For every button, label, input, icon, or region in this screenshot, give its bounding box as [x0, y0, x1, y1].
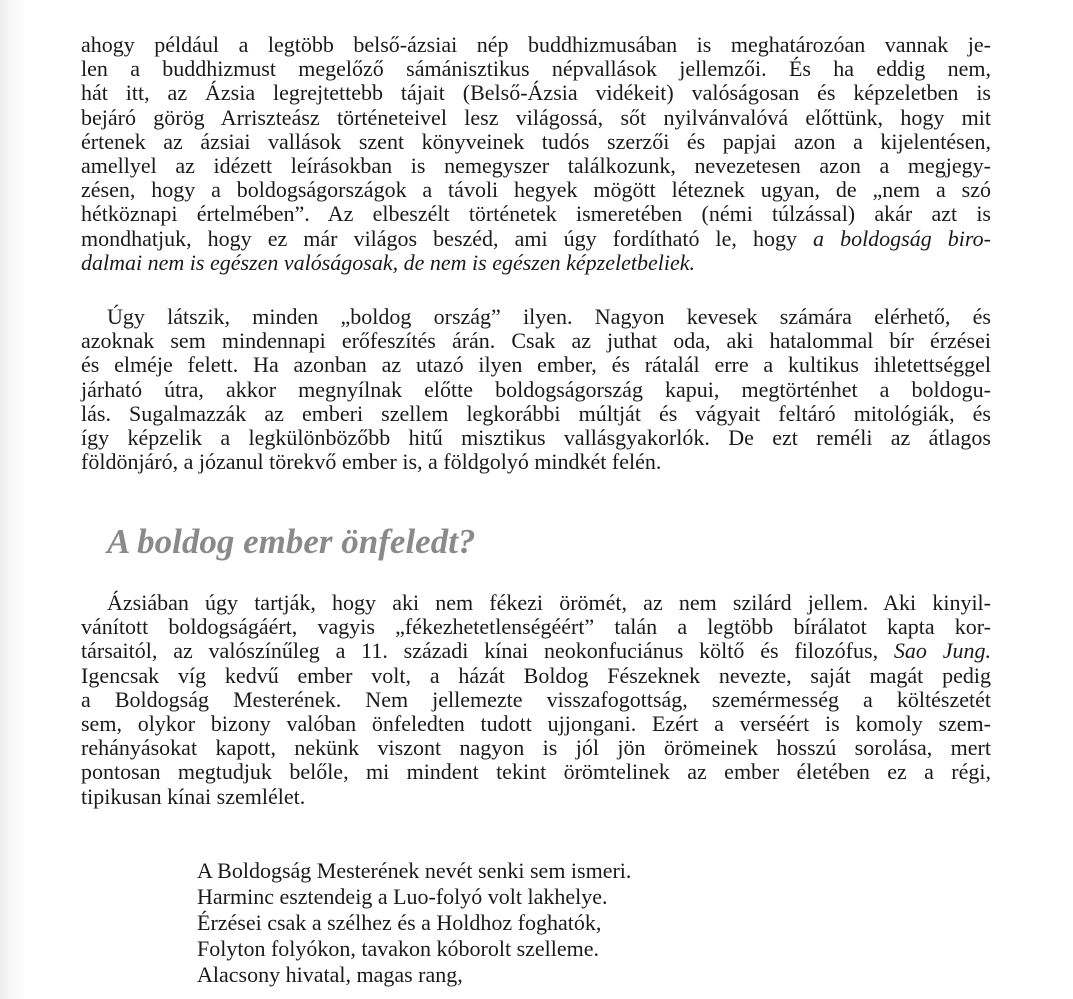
text-line: zésen, hogy a boldogságországok a távoli hegyek mögött léteznek ugyan, de „nem a szó: [81, 177, 991, 203]
poem-line: Harminc esztendeig a Luo-folyó volt lakhelye.: [197, 884, 608, 909]
text-line: lás. Sugalmazzák az emberi szellem legkorábbi múltját és vágyait feltáró mitológiák, és: [81, 400, 991, 426]
text-line: és elméje felett. Ha azonban az utazó ilyen ember, és rátalál erre a kultikus ihletettséggel: [81, 352, 991, 378]
text-line: [81, 639, 991, 663]
paragraph-3: [81, 591, 991, 809]
text-line: len a buddhizmust megelőző sámánisztikus népvallások jellemzői. És ha eddig nem,: [81, 56, 991, 82]
text-line: így képzelik a legkülönbözőbb hitű misztikus vallásgyakorlók. De ezt reméli az átlagos: [81, 425, 991, 451]
text-line: Igencsak víg kedvű ember volt, a házát Boldog Fészeknek nevezte, saját magát pedig: [81, 662, 991, 688]
italic-phrase: a boldogság biro-: [813, 225, 991, 251]
text-line: hát itt, az Ázsia legrejtettebb tájait (Belső-Ázsia vidékeit) valóságosan és képzeletben is: [81, 80, 991, 106]
paragraph-1: [81, 33, 991, 275]
text-line: földönjáró, a józanul törekvő ember is, a földgolyó mindkét felén.: [81, 449, 662, 475]
text-line: a Boldogság Mesterének. Nem jellemezte visszafogottság, szemérmesség a költészetét: [81, 686, 991, 712]
text-line: rehányásokat kapott, nekünk viszont nagyon is jól jön örömeinek hosszú sorolása, mert: [81, 735, 991, 761]
text-run: társaitól, az valószínűleg a 11. századi kínai neokonfuciánus költő és filozófus,: [81, 638, 894, 664]
italic-name: Sao Jung.: [893, 638, 991, 664]
poem-line: A Boldogság Mesterének nevét senki sem ismeri.: [197, 858, 632, 883]
poem-line: Alacsony hivatal, magas rang,: [197, 962, 463, 987]
text-line: amellyel az idézett leírásokban is nemegyszer találkozunk, nevezetesen azon a megjegy-: [81, 153, 991, 179]
paragraph-2: [81, 305, 991, 474]
text-line: értenek az ázsiai vallások szent könyveinek tudós szerzői és papjai azon a kijelentésen,: [81, 128, 991, 154]
text-line: Úgy látszik, minden „boldog ország” ilyen. Nagyon kevesek számára elérhető, és: [107, 304, 991, 329]
text-run: mondhatjuk, hogy ez már világos beszéd, ami úgy fordítható le, hogy: [81, 225, 814, 251]
text-line: [81, 251, 991, 275]
text-line: azoknak sem mindennapi erőfeszítés árán. Csak az juthat oda, aki hatalommal bír érzései: [81, 328, 991, 354]
text-line: ahogy például a legtöbb belső-ázsiai nép buddhizmusában is meghatározóan vannak je-: [81, 32, 991, 57]
text-line: sem, olykor bizony valóban önfeledten tudott ujjongani. Ezért a verséért is komoly szem-: [81, 711, 991, 737]
poem-line: Folyton folyókon, tavakon kóborolt szelleme.: [197, 936, 600, 961]
text-line: Ázsiában úgy tartják, hogy aki nem fékezi örömét, az nem szilárd jellem. Aki kinyil-: [107, 590, 991, 615]
text-line: pontosan megtudjuk belőle, mi mindent tekint örömtelinek az ember életében ez a régi,: [81, 759, 991, 785]
text-line: [81, 227, 991, 251]
text-line: bejáró görög Arriszteász történeteivel lesz világossá, sőt nyilvánvalóvá előttünk, hogy mit: [81, 104, 991, 130]
italic-phrase: dalmai nem is egészen valóságosak, de nem is egészen képzeletbeliek.: [81, 249, 695, 275]
text-line: járható útra, akkor megnyílnak előtte boldogságország kapui, megtörténhet a boldogu-: [81, 376, 991, 402]
poem: [197, 858, 631, 988]
poem-line: Érzései csak a szélhez és a Holdhoz foghatók,: [197, 910, 602, 935]
text-line: hétköznapi értelmében”. Az elbeszélt történetek ismeretében (némi túlzással) akár azt is: [81, 201, 991, 227]
text-line: tipikusan kínai szemlélet.: [81, 783, 306, 809]
section-heading: A boldog ember önfeledt?: [107, 522, 476, 561]
text-line: vánított boldogságáért, vagyis „fékezhetetlenségéért” talán a legtöbb bírálatot kapta kor-: [81, 614, 991, 640]
